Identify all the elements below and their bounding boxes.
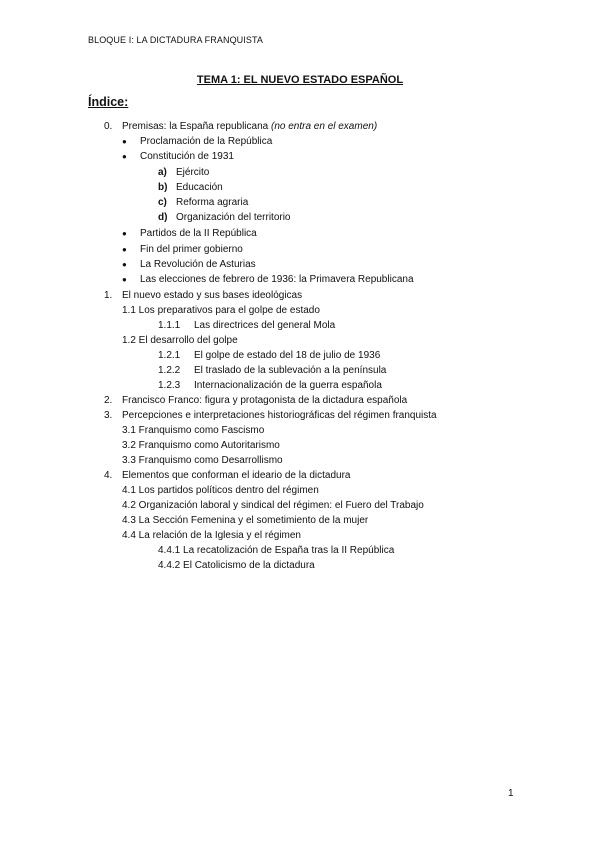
toc-item-2: [104, 395, 407, 407]
toc-text: Las directrices del general Mola: [194, 320, 336, 331]
toc-item-0: [104, 121, 377, 133]
bullet-icon: ●: [122, 245, 127, 254]
toc-subitem: 4.4 La relación de la Iglesia y el régimen: [122, 530, 301, 541]
toc-bullet-item: Constitución de 1931: [140, 151, 234, 162]
toc-subitem: 3.2 Franquismo como Autoritarismo: [122, 440, 280, 451]
toc-number: 3.: [104, 410, 113, 421]
toc-letter: b): [158, 182, 168, 193]
bullet-icon: ●: [122, 152, 127, 161]
toc-subitem: 3.3 Franquismo como Desarrollismo: [122, 455, 283, 466]
toc-number: 0.: [104, 121, 113, 132]
toc-text: El golpe de estado del 18 de julio de 1936: [194, 350, 381, 361]
toc-subsubitem: 4.4.1 La recatolización de España tras la II República: [158, 545, 395, 556]
toc-letter: a): [158, 167, 167, 178]
toc-subsubitem: [158, 380, 382, 392]
page-number: 1: [508, 788, 514, 799]
toc-text: Francisco Franco: figura y protagonista de la dictadura española: [122, 395, 408, 406]
toc-letter: d): [158, 212, 168, 223]
toc-subsubitem: 4.4.2 El Catolicismo de la dictadura: [158, 560, 315, 571]
index-heading: Índice:: [88, 95, 129, 109]
toc-number: 1.: [104, 290, 113, 301]
toc-bullet-item: Fin del primer gobierno: [140, 244, 243, 255]
toc-text: El traslado de la sublevación a la península: [194, 365, 387, 376]
toc-text: Elementos que conforman el ideario de la dictadura: [122, 470, 351, 481]
toc-subsubitem: [158, 365, 386, 377]
toc-note: (no entra en el examen): [270, 121, 378, 132]
toc-number: 4.: [104, 470, 113, 481]
toc-bullet-item: Las elecciones de febrero de 1936: la Primavera Republicana: [140, 274, 414, 285]
toc-number: 2.: [104, 395, 113, 406]
toc-text: Internacionalización de la guerra española: [194, 380, 382, 391]
document-title: TEMA 1: EL NUEVO ESTADO ESPAÑOL: [196, 74, 404, 86]
toc-subitem: 1.2 El desarrollo del golpe: [122, 335, 238, 346]
bullet-icon: ●: [122, 229, 127, 238]
toc-item-1: [104, 290, 302, 302]
toc-text: Educación: [176, 182, 223, 193]
toc-bullet-item: Proclamación de la República: [140, 136, 273, 147]
toc-text: Ejército: [176, 167, 210, 178]
toc-subitem: 4.3 La Sección Femenina y el sometimiento de la mujer: [122, 515, 369, 526]
toc-bullet-item: Partidos de la II República: [140, 228, 257, 239]
toc-subsubitem: [158, 350, 380, 362]
toc-letter-item: [158, 167, 209, 179]
toc-letter: c): [158, 197, 167, 208]
bullet-icon: ●: [122, 260, 127, 269]
toc-text: Organización del territorio: [176, 212, 291, 223]
toc-number: 1.2.3: [158, 380, 181, 391]
toc-subitem: 1.1 Los preparativos para el golpe de estado: [122, 305, 320, 316]
toc-number: 1.2.1: [158, 350, 181, 361]
toc-number: 1.1.1: [158, 320, 181, 331]
toc-subitem: 4.2 Organización laboral y sindical del régimen: el Fuero del Trabajo: [122, 500, 424, 511]
toc-subitem: 4.1 Los partidos políticos dentro del régimen: [122, 485, 319, 496]
toc-number: 1.2.2: [158, 365, 181, 376]
toc-subsubitem: [158, 320, 335, 332]
toc-letter-item: [158, 212, 291, 224]
toc-text: Premisas: la España republicana: [122, 121, 269, 132]
toc-letter-item: [158, 197, 248, 209]
toc-text: El nuevo estado y sus bases ideológicas: [122, 290, 303, 301]
toc-subitem: 3.1 Franquismo como Fascismo: [122, 425, 265, 436]
bullet-icon: ●: [122, 137, 127, 146]
toc-text: Percepciones e interpretaciones historiográficas del régimen franquista: [122, 410, 437, 421]
toc-item-3: [104, 410, 437, 422]
toc-text: Reforma agraria: [176, 197, 249, 208]
running-header: BLOQUE I: LA DICTADURA FRANQUISTA: [88, 35, 263, 45]
toc-letter-item: [158, 182, 223, 194]
toc-bullet-item: La Revolución de Asturias: [140, 259, 256, 270]
toc-item-4: [104, 470, 350, 482]
bullet-icon: ●: [122, 275, 127, 284]
